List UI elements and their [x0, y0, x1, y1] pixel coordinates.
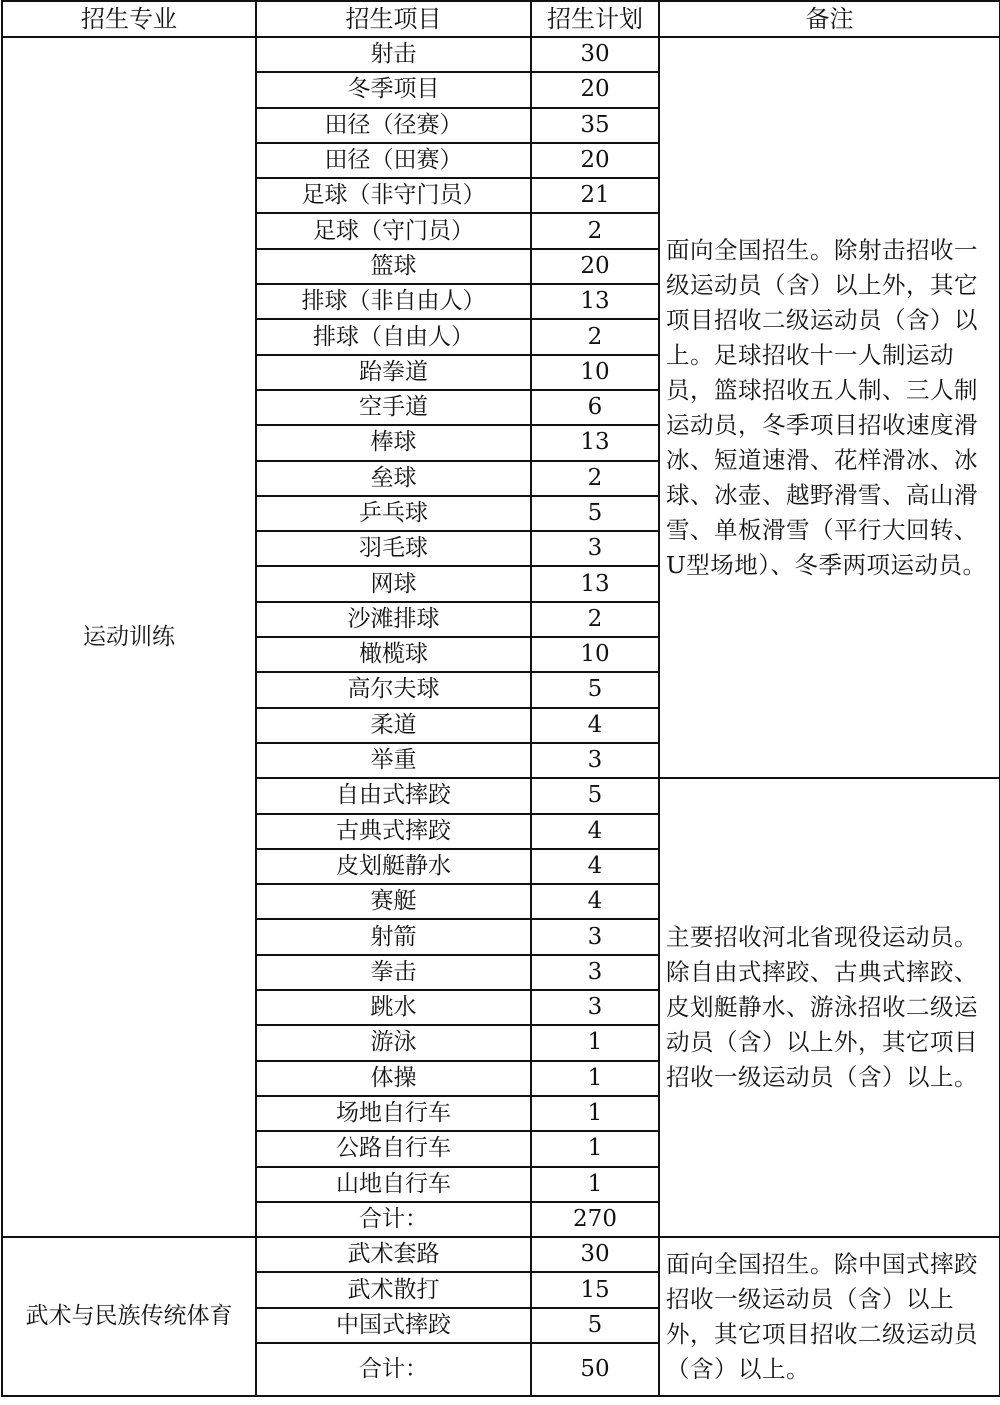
item-cell: 乒乓球	[256, 496, 531, 531]
plan-cell: 4	[531, 708, 659, 743]
item-cell: 射击	[256, 37, 531, 72]
plan-cell: 21	[531, 178, 659, 213]
plan-cell: 13	[531, 284, 659, 319]
item-cell: 足球（非守门员）	[256, 178, 531, 213]
plan-cell: 4	[531, 884, 659, 919]
item-cell: 高尔夫球	[256, 672, 531, 707]
header-remark: 备注	[659, 1, 1000, 37]
item-cell: 空手道	[256, 390, 531, 425]
plan-cell: 3	[531, 531, 659, 566]
plan-cell: 6	[531, 390, 659, 425]
table-row	[2, 1237, 1000, 1272]
plan-cell: 10	[531, 355, 659, 390]
plan-cell: 4	[531, 849, 659, 884]
plan-cell: 3	[531, 955, 659, 990]
item-cell: 足球（守门员）	[256, 213, 531, 248]
item-cell: 柔道	[256, 708, 531, 743]
item-cell: 跆拳道	[256, 355, 531, 390]
item-cell: 排球（非自由人）	[256, 284, 531, 319]
item-cell: 排球（自由人）	[256, 319, 531, 354]
plan-cell: 5	[531, 672, 659, 707]
plan-cell: 1	[531, 1061, 659, 1096]
enrollment-table	[1, 0, 1000, 1397]
plan-cell: 13	[531, 425, 659, 460]
plan-cell: 1	[531, 1131, 659, 1166]
total-label: 合计：	[256, 1343, 531, 1396]
plan-cell: 1	[531, 1096, 659, 1131]
plan-cell: 20	[531, 72, 659, 107]
item-cell: 田径（田赛）	[256, 143, 531, 178]
item-cell: 羽毛球	[256, 531, 531, 566]
header-major: 招生专业	[2, 1, 256, 37]
item-cell: 赛艇	[256, 884, 531, 919]
item-cell: 举重	[256, 743, 531, 778]
header-plan: 招生计划	[531, 1, 659, 37]
item-cell: 中国式摔跤	[256, 1308, 531, 1343]
remark-cell: 面向全国招生。除射击招收一级运动员（含）以上外，其它项目招收二级运动员（含）以上。足球招收十一人制运动员，篮球招收五人制、三人制运动员，冬季项目招收速度滑冰、短道速滑、花样滑冰、冰球、冰壶、越野滑雪、高山滑雪、单板滑雪（平行大回转、U型场地）、冬季两项运动员。	[659, 37, 1000, 778]
item-cell: 古典式摔跤	[256, 814, 531, 849]
item-cell: 篮球	[256, 249, 531, 284]
plan-cell: 10	[531, 637, 659, 672]
plan-cell: 1	[531, 1167, 659, 1202]
item-cell: 跳水	[256, 990, 531, 1025]
total-value: 50	[531, 1343, 659, 1396]
header-row	[2, 1, 1000, 37]
item-cell: 冬季项目	[256, 72, 531, 107]
plan-cell: 35	[531, 108, 659, 143]
item-cell: 沙滩排球	[256, 602, 531, 637]
major-cell: 运动训练	[2, 37, 256, 1237]
plan-cell: 1	[531, 1025, 659, 1060]
plan-cell: 2	[531, 319, 659, 354]
item-cell: 体操	[256, 1061, 531, 1096]
item-cell: 拳击	[256, 955, 531, 990]
plan-cell: 20	[531, 249, 659, 284]
item-cell: 皮划艇静水	[256, 849, 531, 884]
item-cell: 武术套路	[256, 1237, 531, 1272]
plan-cell: 13	[531, 566, 659, 601]
plan-cell: 30	[531, 37, 659, 72]
plan-cell: 2	[531, 213, 659, 248]
plan-cell: 30	[531, 1237, 659, 1272]
plan-cell: 4	[531, 814, 659, 849]
item-cell: 山地自行车	[256, 1167, 531, 1202]
item-cell: 网球	[256, 566, 531, 601]
plan-cell: 2	[531, 602, 659, 637]
plan-cell: 5	[531, 496, 659, 531]
plan-cell: 5	[531, 778, 659, 813]
item-cell: 武术散打	[256, 1272, 531, 1307]
item-cell: 游泳	[256, 1025, 531, 1060]
item-cell: 垒球	[256, 461, 531, 496]
table-row	[2, 37, 1000, 72]
item-cell: 公路自行车	[256, 1131, 531, 1166]
plan-cell: 5	[531, 1308, 659, 1343]
remark-cell: 面向全国招生。除中国式摔跤招收一级运动员（含）以上外，其它项目招收二级运动员（含）以上。	[659, 1237, 1000, 1396]
plan-cell: 20	[531, 143, 659, 178]
plan-cell: 2	[531, 461, 659, 496]
plan-cell: 15	[531, 1272, 659, 1307]
item-cell: 自由式摔跤	[256, 778, 531, 813]
item-cell: 场地自行车	[256, 1096, 531, 1131]
header-item: 招生项目	[256, 1, 531, 37]
plan-cell: 3	[531, 990, 659, 1025]
total-value: 270	[531, 1202, 659, 1237]
item-cell: 田径（径赛）	[256, 108, 531, 143]
item-cell: 橄榄球	[256, 637, 531, 672]
total-label: 合计：	[256, 1202, 531, 1237]
item-cell: 棒球	[256, 425, 531, 460]
item-cell: 射箭	[256, 919, 531, 954]
plan-cell: 3	[531, 919, 659, 954]
major-cell: 武术与民族传统体育	[2, 1237, 256, 1396]
plan-cell: 3	[531, 743, 659, 778]
remark-cell: 主要招收河北省现役运动员。除自由式摔跤、古典式摔跤、皮划艇静水、游泳招收二级运动员（含）以上外，其它项目招收一级运动员（含）以上。	[659, 778, 1000, 1237]
